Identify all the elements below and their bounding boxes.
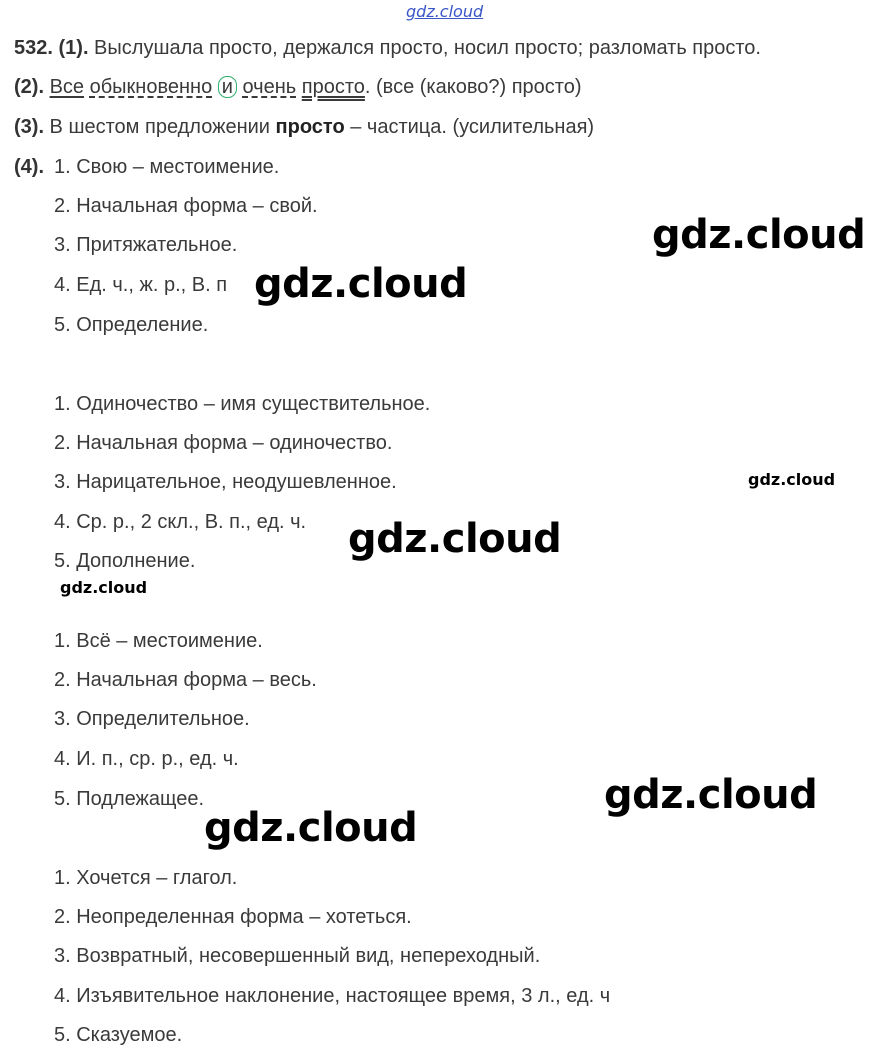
block4-item: 2. Неопределенная форма – хотеться.	[54, 906, 412, 928]
conjunction-circled: и	[218, 76, 237, 98]
block1-item: 2. Начальная форма – свой.	[54, 195, 318, 217]
watermark-large: gdz.cloud	[254, 261, 468, 307]
subject-word: Все	[49, 76, 85, 98]
block4-item: 1. Хочется – глагол.	[54, 867, 238, 889]
task-number: 532.	[14, 37, 53, 59]
paragraph-3-label: (3).	[14, 116, 44, 138]
watermark-small: gdz.cloud	[60, 578, 148, 597]
block3-item: 3. Определительное.	[54, 708, 250, 730]
paragraph-3-bold: просто	[275, 116, 345, 138]
paragraph-1-text: Выслушала просто, держался просто, носил просто; разломать просто.	[88, 37, 761, 59]
block1-item: 1. Свою – местоимение.	[54, 156, 280, 178]
block1-item: 4. Ед. ч., ж. р., В. п	[54, 274, 228, 296]
paragraph-3-post: – частица. (усилительная)	[344, 116, 595, 138]
paragraph-1	[14, 36, 761, 60]
paragraph-3	[14, 115, 594, 139]
block4-item: 3. Возвратный, несовершенный вид, непереходный.	[54, 945, 541, 967]
paragraph-2	[14, 75, 582, 99]
block2-item: 3. Нарицательное, неодушевленное.	[54, 471, 397, 493]
block1-item: 5. Определение.	[54, 314, 209, 336]
block3-item: 2. Начальная форма – весь.	[54, 669, 317, 691]
predicate-word: просто	[301, 76, 365, 98]
paragraph-2-tail: . (все (каково?) просто)	[364, 76, 582, 98]
block2-item: 2. Начальная форма – одиночество.	[54, 432, 393, 454]
block3-item: 4. И. п., ср. р., ед. ч.	[54, 748, 239, 770]
watermark-large: gdz.cloud	[604, 772, 818, 818]
paragraph-4-label-line	[14, 155, 44, 179]
watermark-large: gdz.cloud	[204, 805, 418, 851]
paragraph-1-label: (1).	[58, 37, 89, 59]
block2-item: 4. Ср. р., 2 скл., В. п., ед. ч.	[54, 511, 307, 533]
block4-item: 5. Сказуемое.	[54, 1024, 183, 1046]
block4-item: 4. Изъявительное наклонение, настоящее время, 3 л., ед. ч	[54, 985, 611, 1007]
block3-item: 5. Подлежащее.	[54, 788, 205, 810]
watermark-top: gdz.cloud	[406, 2, 484, 21]
watermark-large: gdz.cloud	[652, 212, 866, 258]
adverb-word-2: очень	[242, 76, 297, 98]
block1-item: 3. Притяжательное.	[54, 234, 238, 256]
paragraph-4-label: (4).	[14, 156, 44, 178]
paragraph-3-pre: В шестом предложении	[44, 116, 276, 138]
watermark-small: gdz.cloud	[748, 470, 836, 489]
block3-item: 1. Всё – местоимение.	[54, 630, 263, 652]
adverb-word-1: обыкновенно	[89, 76, 213, 98]
block2-item: 1. Одиночество – имя существительное.	[54, 393, 431, 415]
watermark-large: gdz.cloud	[348, 516, 562, 562]
paragraph-2-label: (2).	[14, 76, 44, 98]
block2-item: 5. Дополнение.	[54, 550, 196, 572]
